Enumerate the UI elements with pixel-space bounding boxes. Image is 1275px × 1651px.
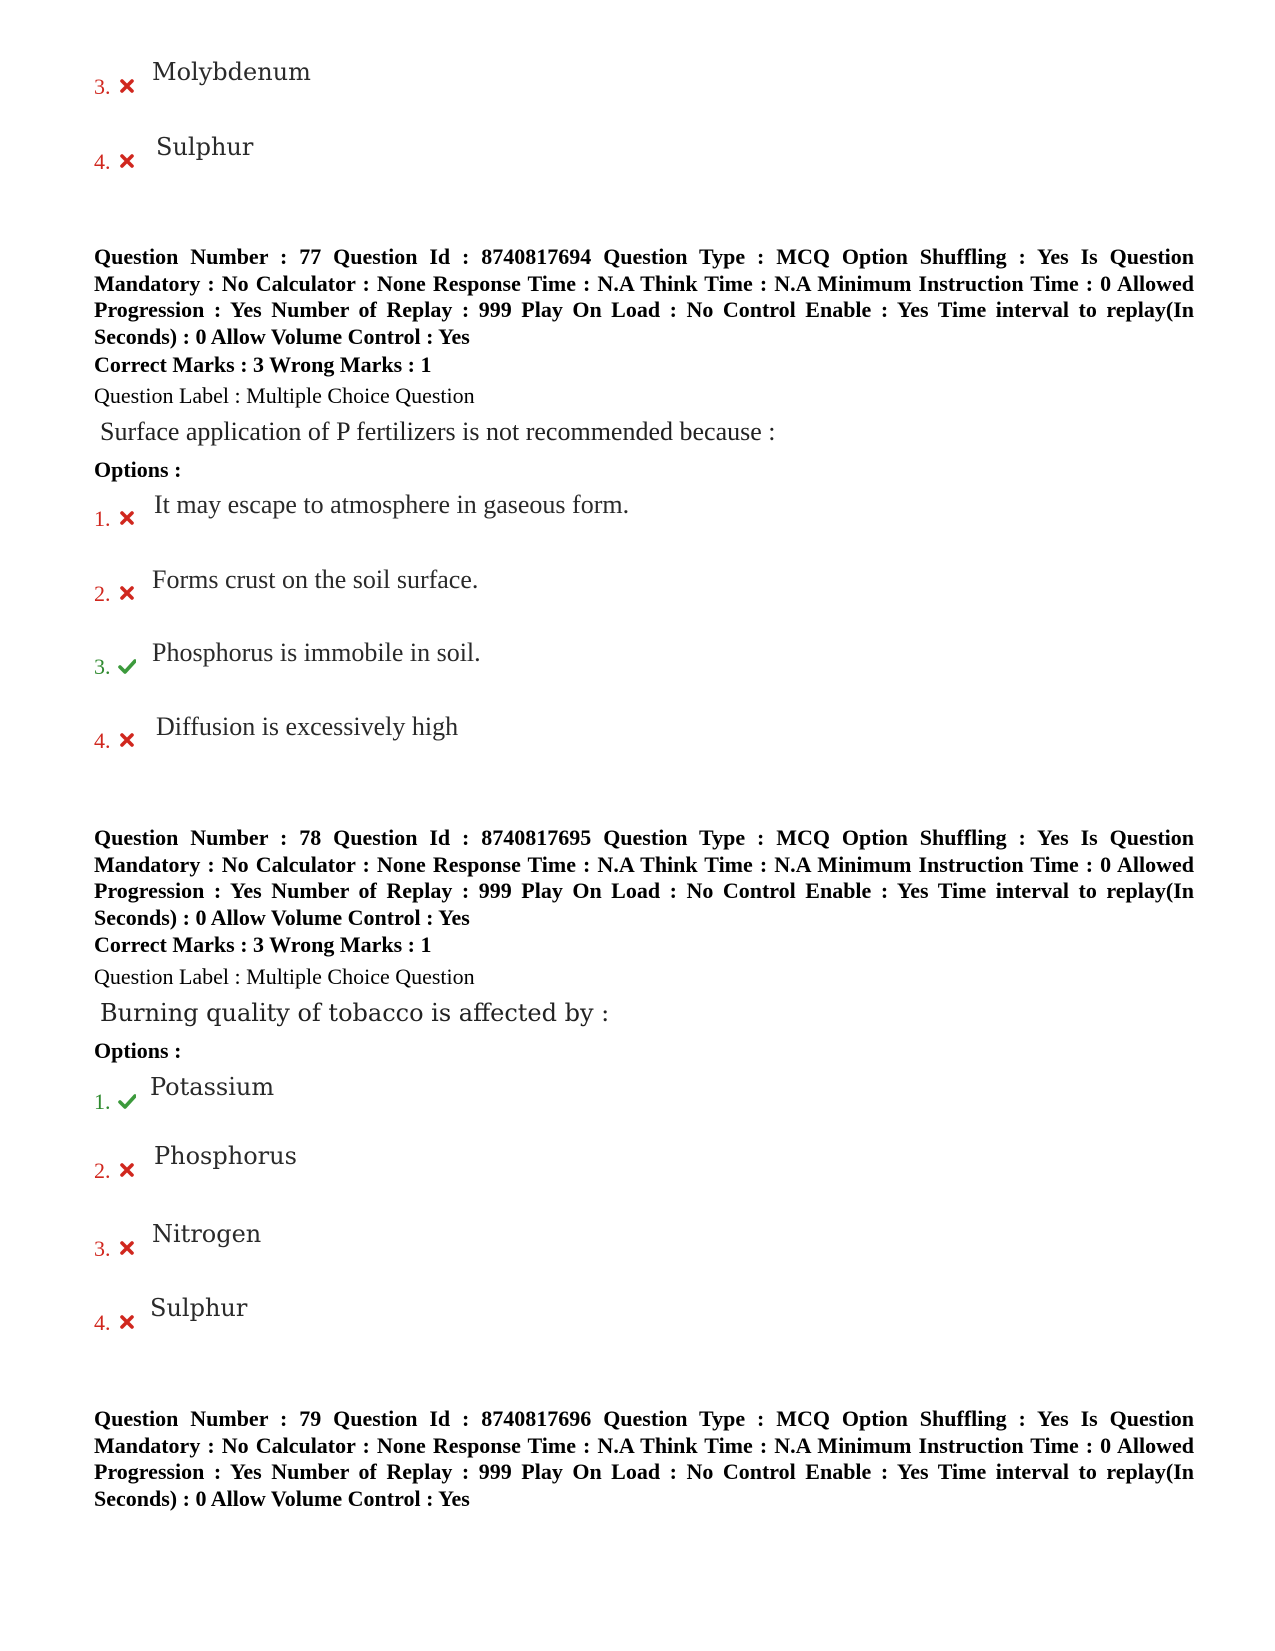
question-77-meta: Question Number : 77 Question Id : 8740817694 Question Type : MCQ Option Shuffling : Yes Is Question Mandatory : No Calculator : None Response Time : N.A Think Time : N.A Minimum Instruction Time : 0 Allowed Progression : Yes Number of Replay : 999 Play On Load : No Control Enable : Yes Time interval to replay(In Seconds) : 0 Allow Volume Control : Yes: [94, 244, 1194, 349]
question-78-label: Question Label : Multiple Choice Question: [94, 964, 475, 989]
question-77-options-heading: Options :: [94, 457, 182, 482]
question-77-option-4: [94, 712, 994, 752]
question-77-option-1: [94, 490, 994, 530]
cross-icon: [118, 509, 136, 527]
option-text: Phosphorus: [154, 1142, 297, 1170]
question-77-option-2: [94, 565, 994, 605]
question-78-text: Burning quality of tobacco is affected by :: [100, 999, 610, 1027]
check-icon: [118, 1092, 136, 1110]
option-text: Diffusion is excessively high: [156, 712, 459, 741]
cross-icon: [118, 1313, 136, 1331]
question-78-options-heading: Options :: [94, 1038, 182, 1063]
cross-icon: [118, 1239, 136, 1257]
option-text: Molybdenum: [152, 58, 311, 86]
option-number: 3.: [94, 74, 111, 99]
prev-option-3: [94, 58, 994, 98]
option-number: 1.: [94, 506, 111, 531]
cross-icon: [118, 1161, 136, 1179]
option-text: Nitrogen: [152, 1220, 262, 1248]
option-number: 4.: [94, 149, 111, 174]
question-78-option-2: [94, 1142, 994, 1182]
option-text: Phosphorus is immobile in soil.: [152, 638, 481, 667]
option-number: 2.: [94, 581, 111, 606]
option-number: 4.: [94, 1310, 111, 1335]
question-77-marks: Correct Marks : 3 Wrong Marks : 1: [94, 352, 432, 377]
cross-icon: [118, 152, 136, 170]
question-78-option-3: [94, 1220, 994, 1260]
question-77-option-3: [94, 638, 994, 678]
option-number: 3.: [94, 1236, 111, 1261]
question-78-marks: Correct Marks : 3 Wrong Marks : 1: [94, 932, 432, 957]
option-text: Sulphur: [150, 1294, 248, 1322]
option-number: 2.: [94, 1158, 111, 1183]
option-number: 4.: [94, 728, 111, 753]
prev-option-4: [94, 133, 994, 173]
option-text: Sulphur: [156, 133, 254, 161]
option-number: 3.: [94, 654, 111, 679]
question-78-meta: Question Number : 78 Question Id : 8740817695 Question Type : MCQ Option Shuffling : Yes Is Question Mandatory : No Calculator : None Response Time : N.A Think Time : N.A Minimum Instruction Time : 0 Allowed Progression : Yes Number of Replay : 999 Play On Load : No Control Enable : Yes Time interval to replay(In Seconds) : 0 Allow Volume Control : Yes: [94, 825, 1194, 930]
option-text: It may escape to atmosphere in gaseous form.: [154, 490, 630, 519]
cross-icon: [118, 77, 136, 95]
question-77-label: Question Label : Multiple Choice Question: [94, 383, 475, 408]
option-number: 1.: [94, 1089, 111, 1114]
cross-icon: [118, 584, 136, 602]
check-icon: [118, 657, 136, 675]
question-78-option-1: [94, 1073, 994, 1113]
question-78-option-4: [94, 1294, 994, 1334]
option-text: Forms crust on the soil surface.: [152, 565, 479, 594]
option-text: Potassium: [150, 1073, 275, 1101]
cross-icon: [118, 731, 136, 749]
question-77-text: Surface application of P fertilizers is not recommended because :: [100, 417, 776, 446]
question-79-meta: Question Number : 79 Question Id : 8740817696 Question Type : MCQ Option Shuffling : Yes Is Question Mandatory : No Calculator : None Response Time : N.A Think Time : N.A Minimum Instruction Time : 0 Allowed Progression : Yes Number of Replay : 999 Play On Load : No Control Enable : Yes Time interval to replay(In Seconds) : 0 Allow Volume Control : Yes: [94, 1406, 1194, 1511]
